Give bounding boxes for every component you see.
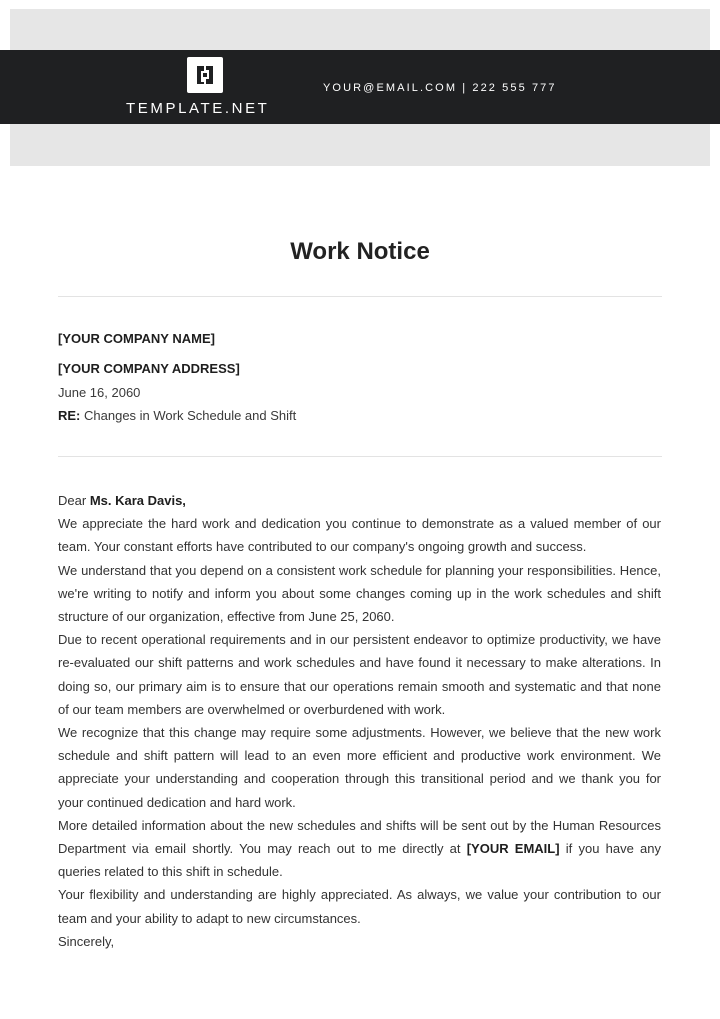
paragraph: We recognize that this change may require some adjustments. However, we believe that the new work schedule and shift pattern will lead to an even more efficient and productive work environment. We appreciate your understanding and cooperation through this transitional period and we thank you for your continued dedication and hard work. bbox=[58, 725, 661, 810]
brand-name: TEMPLATE.NET bbox=[126, 100, 270, 117]
paragraph: Due to recent operational requirements and in our persistent endeavor to optimize productivity, we have re-evaluated our shift patterns and work schedules and have found it necessary to make alterations. In doing so, our primary aim is to ensure that our operations remain smooth and systematic and that none of our team members are overwhelmed or overburdened with work. bbox=[58, 632, 661, 717]
paragraph bbox=[58, 814, 661, 884]
greeting-prefix: Dear bbox=[58, 493, 87, 508]
subject-text: Changes in Work Schedule and Shift bbox=[84, 408, 297, 423]
greeting bbox=[58, 489, 661, 512]
paragraph: Your flexibility and understanding are highly appreciated. As always, we value your contribution to our team and your ability to adapt to new circumstances. bbox=[58, 887, 661, 926]
paragraph: We understand that you depend on a consistent work schedule for planning your responsibilities. Hence, we're writing to notify and inform you about some changes coming up in the work schedules and shift structure of our organization, effective from June 25, 2060. bbox=[58, 562, 661, 625]
divider bbox=[58, 296, 662, 297]
closing: Sincerely, bbox=[58, 933, 115, 949]
paragraph: We appreciate the hard work and dedication you continue to demonstrate as a valued member of our team. Your constant efforts have contributed to our company's ongoing growth and success. bbox=[58, 516, 661, 555]
email-placeholder: [YOUR EMAIL] bbox=[466, 841, 560, 857]
paragraph-text: More detailed information about the new schedules and shifts will be sent out by the Human Resources Department via email shortly. You may reach out to me directly at bbox=[58, 817, 661, 857]
recipient-name: Ms. Kara Davis, bbox=[89, 493, 186, 508]
paragraph-text: if you have any queries related to this shift in schedule. bbox=[58, 841, 661, 880]
company-address: [YOUR COMPANY ADDRESS] bbox=[58, 361, 240, 376]
contact-info: YOUR@EMAIL.COM | 222 555 777 bbox=[323, 82, 557, 94]
letter-body bbox=[58, 489, 661, 953]
company-name: [YOUR COMPANY NAME] bbox=[58, 331, 215, 346]
subject-label: RE: bbox=[58, 408, 81, 423]
divider bbox=[58, 456, 662, 457]
document-title: Work Notice bbox=[290, 238, 430, 265]
subject-line bbox=[58, 408, 296, 424]
letter-date: June 16, 2060 bbox=[58, 385, 141, 400]
template-logo-icon bbox=[187, 57, 223, 93]
